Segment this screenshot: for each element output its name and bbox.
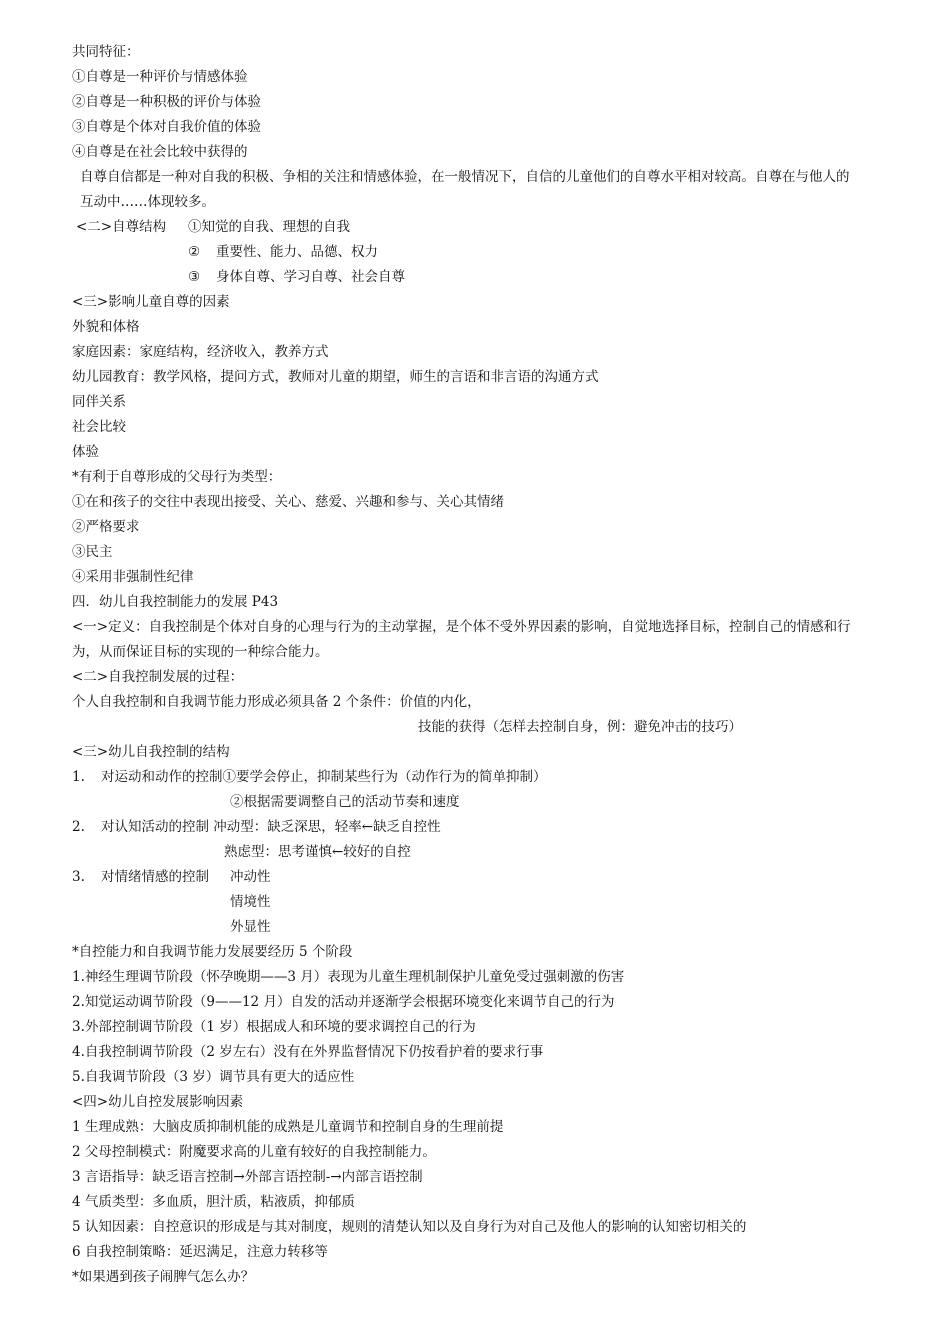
text-line: 外显性 xyxy=(230,919,271,935)
text-line: ③自尊是个体对自我价值的体验 xyxy=(72,119,261,135)
text-line: <二>自尊结构 xyxy=(76,219,167,235)
text-line: ②自尊是一种积极的评价与体验 xyxy=(72,94,261,110)
text-line: 对情绪情感的控制 xyxy=(101,869,209,885)
text-line: 3.外部控制调节阶段（1 岁）根据成人和环境的要求调控自己的行为 xyxy=(72,1019,476,1035)
text-line: 自尊自信都是一种对自我的积极、争相的关注和情感体验，在一般情况下，自信的儿童他们的自尊水平相对较高。自尊在与他人的 xyxy=(80,169,850,185)
text-line: <二>自我控制发展的过程： xyxy=(72,669,244,685)
text-line: <四>幼儿自控发展影响因素 xyxy=(72,1094,244,1110)
text-line: ② xyxy=(188,244,201,260)
text-line: 互动中……体现较多。 xyxy=(80,194,215,210)
text-line: 幼儿园教育：教学风格，提问方式，教师对儿童的期望，师生的言语和非言语的沟通方式 xyxy=(72,369,599,385)
text-line: 1.神经生理调节阶段（怀孕晚期——3 月）表现为儿童生理机制保护儿童免受过强刺激的伤害 xyxy=(72,969,625,985)
text-line: ③民主 xyxy=(72,544,113,560)
text-line: 2 父母控制模式：附魔要求高的儿童有较好的自我控制能力。 xyxy=(72,1144,436,1160)
text-line: *有利于自尊形成的父母行为类型： xyxy=(72,469,282,485)
text-line: 技能的获得（怎样去控制自身，例：避免冲击的技巧） xyxy=(418,719,742,735)
section-heading: 四．幼儿自我控制能力的发展 P43 xyxy=(72,594,279,610)
text-line: 同伴关系 xyxy=(72,394,126,410)
text-line: 社会比较 xyxy=(72,419,126,435)
text-line: 1 生理成熟：大脑皮质抑制机能的成熟是儿童调节和控制自身的生理前提 xyxy=(72,1119,504,1135)
text-line: 5.自我调节阶段（3 岁）调节具有更大的适应性 xyxy=(72,1069,355,1085)
text-line: 熟虑型：思考谨慎←较好的自控 xyxy=(224,844,411,860)
text-line: 对认知活动的控制 冲动型：缺乏深思，轻率←缺乏自控性 xyxy=(101,819,441,835)
text-line: *如果遇到孩子闹脾气怎么办？ xyxy=(72,1269,255,1285)
text-line: 个人自我控制和自我调节能力形成必须具备 2 个条件：价值的内化， xyxy=(72,694,481,710)
text-line: ①知觉的自我、理想的自我 xyxy=(188,219,350,235)
text-line: ①在和孩子的交往中表现出接受、关心、慈爱、兴趣和参与、关心其情绪 xyxy=(72,494,504,510)
text-line: ②严格要求 xyxy=(72,519,140,535)
text-line: 对运动和动作的控制①要学会停止，抑制某些行为（动作行为的简单抑制） xyxy=(101,769,547,785)
text-line: 冲动性 xyxy=(230,869,271,885)
text-line: 3 言语指导：缺乏语言控制→外部言语控制-→内部言语控制 xyxy=(72,1169,423,1185)
text-line: 外貌和体格 xyxy=(72,319,140,335)
list-number: 3. xyxy=(72,869,85,885)
text-line: ②根据需要调整自己的活动节奏和速度 xyxy=(230,794,460,810)
text-line: <一>定义：自我控制是个体对自身的心理与行为的主动掌握，是个体不受外界因素的影响，自觉地选择目标，控制自己的情感和行 xyxy=(72,619,851,635)
text-line: 共同特征： xyxy=(72,44,140,60)
text-line: 家庭因素：家庭结构，经济收入，教养方式 xyxy=(72,344,329,360)
text-line: <三>影响儿童自尊的因素 xyxy=(72,294,230,310)
text-line: *自控能力和自我调节能力发展要经历 5 个阶段 xyxy=(72,944,353,960)
text-line: 4 气质类型：多血质，胆汁质，粘液质，抑郁质 xyxy=(72,1194,355,1210)
text-line: 身体自尊、学习自尊、社会自尊 xyxy=(216,269,405,285)
text-line: 为，从而保证目标的实现的一种综合能力。 xyxy=(72,644,329,660)
list-number: 2. xyxy=(72,819,85,835)
text-line: 4.自我控制调节阶段（2 岁左右）没有在外界监督情况下仍按看护着的要求行事 xyxy=(72,1044,544,1060)
list-number: 1. xyxy=(72,769,85,785)
text-line: 重要性、能力、品德、权力 xyxy=(216,244,378,260)
text-line: ①自尊是一种评价与情感体验 xyxy=(72,69,248,85)
text-line: 6 自我控制策略：延迟满足，注意力转移等 xyxy=(72,1244,328,1260)
text-line: ④采用非强制性纪律 xyxy=(72,569,194,585)
text-line: ④自尊是在社会比较中获得的 xyxy=(72,144,248,160)
text-line: <三>幼儿自我控制的结构 xyxy=(72,744,230,760)
text-line: 5 认知因素：自控意识的形成是与其对制度，规则的清楚认知以及自身行为对自己及他人的影响的认知密切相关的 xyxy=(72,1219,747,1235)
text-line: 2.知觉运动调节阶段（9——12 月）自发的活动并逐渐学会根据环境变化来调节自己的行为 xyxy=(72,994,615,1010)
text-line: 体验 xyxy=(72,444,99,460)
text-line: 情境性 xyxy=(230,894,271,910)
text-line: ③ xyxy=(188,269,201,285)
